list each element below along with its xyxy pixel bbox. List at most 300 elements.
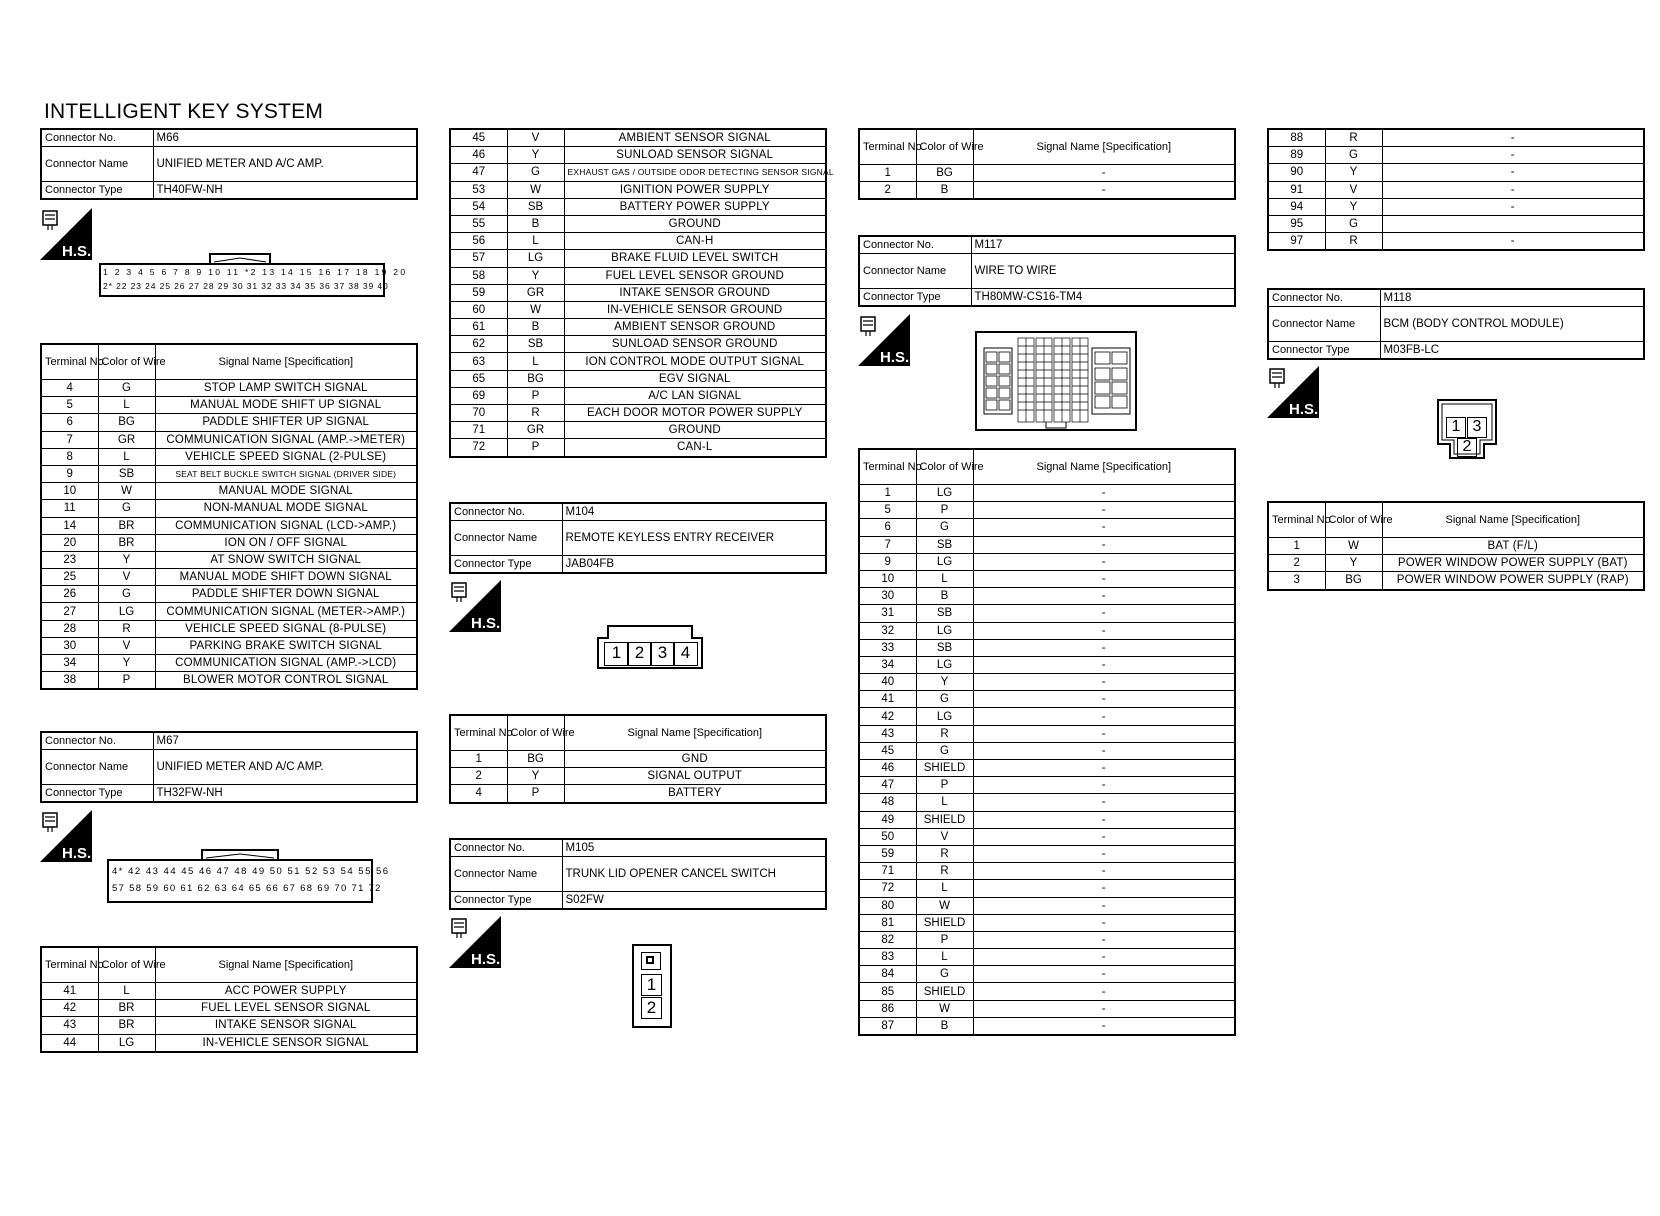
terminal-no-cell: 71 [450, 422, 507, 439]
table-row [859, 622, 1235, 639]
signal-name-cell: BLOWER MOTOR CONTROL SIGNAL [155, 672, 417, 690]
table-row [859, 897, 1235, 914]
table-row [450, 439, 826, 457]
signal-name-cell: - [973, 880, 1235, 897]
wire-color-cell: SHIELD [916, 811, 973, 828]
wire-color-cell: R [916, 863, 973, 880]
terminal-no-cell: 9 [859, 553, 916, 570]
terminal-no-cell: 72 [450, 439, 507, 457]
wire-color-cell: G [916, 519, 973, 536]
wire-color-cell: G [1325, 215, 1382, 232]
connector-type-value: TH80MW-CS16-TM4 [971, 289, 1235, 307]
wire-color-cell: GR [507, 284, 564, 301]
wire-color-cell: B [507, 215, 564, 232]
terminal-no-cell: 47 [450, 164, 507, 181]
terminal-no-cell: 58 [450, 267, 507, 284]
signal-name-cell: SEAT BELT BUCKLE SWITCH SIGNAL (DRIVER SIDE) [155, 465, 417, 482]
signal-name-cell: - [1382, 147, 1644, 164]
wire-color-cell: L [916, 794, 973, 811]
connector-name-value: BCM (BODY CONTROL MODULE) [1380, 307, 1644, 342]
wire-color-cell: BG [1325, 572, 1382, 590]
m67-pins-bottom: 57 58 59 60 61 62 63 64 65 66 67 68 69 70 71 72 [112, 883, 382, 894]
connector-type-value: S02FW [562, 892, 826, 910]
wire-color-cell: B [507, 319, 564, 336]
table-row [41, 483, 417, 500]
color-of-wire-header: Color of Wire [98, 947, 155, 983]
m66-connector-face [98, 250, 408, 303]
table-row [859, 502, 1235, 519]
signal-name-cell: - [973, 553, 1235, 570]
terminal-no-cell: 1 [1268, 538, 1325, 555]
signal-name-cell: MANUAL MODE SHIFT DOWN SIGNAL [155, 569, 417, 586]
table-row [859, 794, 1235, 811]
signal-name-cell: - [973, 674, 1235, 691]
table-row [1268, 198, 1644, 215]
wire-color-cell: R [1325, 129, 1382, 147]
terminal-no-cell: 23 [41, 551, 98, 568]
signal-name-cell: - [973, 949, 1235, 966]
terminal-no-cell: 59 [859, 845, 916, 862]
signal-name-cell: EACH DOOR MOTOR POWER SUPPLY [564, 405, 826, 422]
table-row [859, 863, 1235, 880]
terminal-no-cell: 60 [450, 301, 507, 318]
table-row [859, 725, 1235, 742]
table-row [859, 165, 1235, 182]
wire-color-cell: V [507, 129, 564, 147]
terminal-no-cell: 54 [450, 198, 507, 215]
wire-color-cell: G [916, 742, 973, 759]
m67-pins-top: 4* 42 43 44 45 46 47 48 49 50 51 52 53 54 55 56 [112, 866, 390, 877]
terminal-no-cell: 82 [859, 931, 916, 948]
table-row [41, 1034, 417, 1052]
wire-color-cell: SB [916, 605, 973, 622]
signal-name-cell: EXHAUST GAS / OUTSIDE ODOR DETECTING SENSOR SIGNAL [564, 164, 826, 181]
signal-name-cell: CAN-L [564, 439, 826, 457]
terminal-no-cell: 14 [41, 517, 98, 534]
signal-name-cell: - [973, 863, 1235, 880]
signal-name-cell: PADDLE SHIFTER UP SIGNAL [155, 414, 417, 431]
signal-name-cell: GROUND [564, 422, 826, 439]
signal-name-cell: - [973, 794, 1235, 811]
signal-name-cell: STOP LAMP SWITCH SIGNAL [155, 380, 417, 397]
terminal-no-cell: 72 [859, 880, 916, 897]
terminal-no-header: Terminal No. [450, 715, 507, 751]
wire-color-cell: Y [507, 267, 564, 284]
connector-name-label: Connector Name [450, 521, 562, 556]
signal-name-cell: COMMUNICATION SIGNAL (METER->AMP.) [155, 603, 417, 620]
signal-name-cell: VEHICLE SPEED SIGNAL (2-PULSE) [155, 448, 417, 465]
terminal-no-header: Terminal No. [41, 947, 98, 983]
signal-name-cell: COMMUNICATION SIGNAL (AMP.->METER) [155, 431, 417, 448]
pin-3: 3 [1467, 417, 1487, 438]
terminal-no-cell: 47 [859, 777, 916, 794]
terminal-no-cell: 7 [859, 536, 916, 553]
signal-name-header: Signal Name [Specification] [1382, 502, 1644, 538]
signal-name-cell: EGV SIGNAL [564, 370, 826, 387]
color-of-wire-header: Color of Wire [1325, 502, 1382, 538]
terminal-no-cell: 34 [41, 655, 98, 672]
table-row [859, 656, 1235, 673]
m104-info-table [449, 502, 827, 574]
wire-color-cell: SB [916, 536, 973, 553]
connector-no-label: Connector No. [859, 236, 971, 254]
table-row [450, 250, 826, 267]
signal-name-cell: PADDLE SHIFTER DOWN SIGNAL [155, 586, 417, 603]
connector-no-label: Connector No. [41, 129, 153, 147]
wire-color-cell: V [916, 828, 973, 845]
table-row [41, 672, 417, 690]
signal-name-header: Signal Name [Specification] [973, 449, 1235, 485]
connector-name-value: UNIFIED METER AND A/C AMP. [153, 147, 417, 182]
wire-color-cell: LG [507, 250, 564, 267]
terminal-no-cell: 33 [859, 639, 916, 656]
terminal-no-cell: 91 [1268, 181, 1325, 198]
wire-color-cell: LG [916, 485, 973, 502]
m66-terminal-table [40, 343, 418, 690]
terminal-no-cell: 48 [859, 794, 916, 811]
signal-name-cell: SUNLOAD SENSOR SIGNAL [564, 147, 826, 164]
wire-color-cell: G [916, 691, 973, 708]
connector-no-value: M105 [562, 839, 826, 857]
terminal-no-header: Terminal No. [1268, 502, 1325, 538]
signal-name-cell: FUEL LEVEL SENSOR GROUND [564, 267, 826, 284]
terminal-no-cell: 95 [1268, 215, 1325, 232]
terminal-no-cell: 44 [41, 1034, 98, 1052]
m66-pins-bottom: 2* 22 23 24 25 26 27 28 29 30 31 32 33 34 35 36 37 38 39 40 [103, 281, 389, 291]
terminal-no-cell: 81 [859, 914, 916, 931]
terminal-no-header: Terminal No. [859, 449, 916, 485]
terminal-no-cell: 84 [859, 966, 916, 983]
wire-color-cell: SB [507, 198, 564, 215]
terminal-no-cell: 4 [41, 380, 98, 397]
m117-terminal-table [858, 448, 1236, 1036]
terminal-no-cell: 46 [859, 760, 916, 777]
table-row [41, 397, 417, 414]
table-row [859, 983, 1235, 1000]
m117-info-table [858, 235, 1236, 307]
table-row [41, 620, 417, 637]
wire-color-cell: Y [98, 551, 155, 568]
terminal-no-cell: 85 [859, 983, 916, 1000]
terminal-no-cell: 49 [859, 811, 916, 828]
terminal-no-cell: 41 [859, 691, 916, 708]
m118-connector-face [1436, 398, 1498, 468]
wire-color-cell: L [916, 880, 973, 897]
terminal-no-cell: 69 [450, 387, 507, 404]
signal-name-cell: AT SNOW SWITCH SIGNAL [155, 551, 417, 568]
table-row [41, 586, 417, 603]
terminal-no-cell: 1 [859, 485, 916, 502]
connector-no-label: Connector No. [1268, 289, 1380, 307]
signal-name-cell: - [973, 966, 1235, 983]
wire-color-cell: SB [916, 639, 973, 656]
pin-2: 2 [627, 642, 652, 666]
connector-no-value: M118 [1380, 289, 1644, 307]
m67-terminal-table-continued [449, 128, 834, 458]
terminal-no-cell: 86 [859, 1000, 916, 1017]
connector-no-label: Connector No. [450, 839, 562, 857]
table-row [859, 639, 1235, 656]
wire-color-cell: L [98, 983, 155, 1000]
signal-name-cell: FUEL LEVEL SENSOR SIGNAL [155, 1000, 417, 1017]
terminal-no-cell: 34 [859, 656, 916, 673]
signal-name-cell: SUNLOAD SENSOR GROUND [564, 336, 826, 353]
signal-name-cell: - [973, 570, 1235, 587]
wire-color-cell: Y [916, 674, 973, 691]
wire-color-cell: R [916, 725, 973, 742]
table-row [450, 267, 826, 284]
signal-name-cell: - [973, 897, 1235, 914]
hs-label: H.S. [62, 845, 92, 862]
connector-type-label: Connector Type [859, 289, 971, 307]
hs-label: H.S. [471, 615, 501, 632]
wire-color-cell: G [98, 500, 155, 517]
table-row [1268, 572, 1644, 590]
connector-type-value: TH40FW-NH [153, 182, 417, 200]
wire-color-cell: BR [98, 1000, 155, 1017]
signal-name-cell: - [973, 485, 1235, 502]
signal-name-cell: MANUAL MODE SIGNAL [155, 483, 417, 500]
terminal-no-cell: 43 [41, 1017, 98, 1034]
m118-info-table [1267, 288, 1645, 360]
m67-terminal-table [40, 946, 418, 1053]
table-row [859, 485, 1235, 502]
wire-color-cell: R [98, 620, 155, 637]
terminal-no-cell: 1 [450, 751, 507, 768]
table-row [450, 284, 826, 301]
terminal-no-cell: 42 [41, 1000, 98, 1017]
table-row [450, 215, 826, 232]
wire-color-cell: L [98, 448, 155, 465]
hs-harness-side-icon [1267, 366, 1319, 423]
signal-name-cell: IGNITION POWER SUPPLY [564, 181, 826, 198]
wire-color-cell: L [98, 397, 155, 414]
wire-color-cell: W [98, 483, 155, 500]
wire-color-cell: L [916, 949, 973, 966]
terminal-no-cell: 94 [1268, 198, 1325, 215]
table-row [859, 536, 1235, 553]
signal-name-cell: ION CONTROL MODE OUTPUT SIGNAL [564, 353, 826, 370]
signal-name-cell: GROUND [564, 215, 826, 232]
terminal-no-cell: 30 [41, 637, 98, 654]
table-row [41, 517, 417, 534]
table-row [1268, 538, 1644, 555]
terminal-no-cell: 65 [450, 370, 507, 387]
m66-pins-top: 1 2 3 4 5 6 7 8 9 10 11 *2 13 14 15 16 17 18 19 20 [103, 267, 408, 277]
terminal-no-cell: 4 [450, 785, 507, 803]
connector-no-value: M104 [562, 503, 826, 521]
table-row [450, 353, 826, 370]
wire-color-cell: P [507, 439, 564, 457]
signal-name-cell: COMMUNICATION SIGNAL (LCD->AMP.) [155, 517, 417, 534]
connector-no-label: Connector No. [41, 732, 153, 750]
terminal-no-cell: 25 [41, 569, 98, 586]
terminal-no-cell: 41 [41, 983, 98, 1000]
terminal-no-cell: 53 [450, 181, 507, 198]
signal-name-cell: - [973, 165, 1235, 182]
wire-color-cell: R [507, 405, 564, 422]
signal-name-cell: - [1382, 129, 1644, 147]
table-row [859, 708, 1235, 725]
hs-label: H.S. [62, 243, 92, 260]
table-row [859, 570, 1235, 587]
terminal-no-cell: 88 [1268, 129, 1325, 147]
signal-name-cell: - [973, 845, 1235, 862]
m105-info-table [449, 838, 827, 910]
wire-color-cell: G [1325, 147, 1382, 164]
terminal-no-cell: 62 [450, 336, 507, 353]
wire-color-cell: SHIELD [916, 760, 973, 777]
wire-color-cell: BR [98, 534, 155, 551]
terminal-no-cell: 1 [859, 165, 916, 182]
signal-name-cell: PARKING BRAKE SWITCH SIGNAL [155, 637, 417, 654]
terminal-no-cell: 2 [1268, 555, 1325, 572]
wire-color-cell: W [1325, 538, 1382, 555]
connector-type-label: Connector Type [450, 556, 562, 574]
terminal-no-cell: 28 [41, 620, 98, 637]
hs-harness-side-icon [40, 810, 92, 867]
table-row [859, 966, 1235, 983]
terminal-no-cell: 43 [859, 725, 916, 742]
wire-color-cell: P [916, 931, 973, 948]
table-row [450, 147, 826, 164]
wire-color-cell: L [507, 353, 564, 370]
signal-name-cell: VEHICLE SPEED SIGNAL (8-PULSE) [155, 620, 417, 637]
table-row [1268, 129, 1644, 147]
table-row [450, 181, 826, 198]
connector-no-value: M66 [153, 129, 417, 147]
signal-name-cell [1382, 215, 1644, 232]
wire-color-cell: LG [916, 553, 973, 570]
connector-type-label: Connector Type [41, 785, 153, 803]
wire-color-cell: R [916, 845, 973, 862]
connector-name-value: REMOTE KEYLESS ENTRY RECEIVER [562, 521, 826, 556]
signal-name-cell: - [973, 760, 1235, 777]
table-row [450, 129, 826, 147]
signal-name-cell: INTAKE SENSOR GROUND [564, 284, 826, 301]
wire-color-cell: B [916, 588, 973, 605]
table-row [859, 182, 1235, 200]
wire-color-cell: BR [98, 517, 155, 534]
terminal-no-cell: 11 [41, 500, 98, 517]
terminal-no-cell: 27 [41, 603, 98, 620]
table-row [41, 655, 417, 672]
terminal-no-cell: 57 [450, 250, 507, 267]
connector-no-value: M117 [971, 236, 1235, 254]
table-row [859, 777, 1235, 794]
signal-name-header: Signal Name [Specification] [155, 344, 417, 380]
terminal-no-header: Terminal No. [41, 344, 98, 380]
terminal-no-cell: 3 [1268, 572, 1325, 590]
connector-type-value: JAB04FB [562, 556, 826, 574]
m67-connector-face [106, 846, 390, 909]
signal-name-cell: - [973, 708, 1235, 725]
table-row [450, 336, 826, 353]
hs-harness-side-icon [449, 580, 501, 637]
connector-name-label: Connector Name [450, 857, 562, 892]
signal-name-cell: AMBIENT SENSOR GROUND [564, 319, 826, 336]
signal-name-cell: - [973, 725, 1235, 742]
terminal-no-cell: 61 [450, 319, 507, 336]
table-row [859, 1017, 1235, 1035]
table-row [859, 588, 1235, 605]
terminal-no-cell: 6 [41, 414, 98, 431]
table-row [1268, 233, 1644, 251]
table-row [450, 387, 826, 404]
pin-2: 2 [1457, 438, 1477, 457]
signal-name-cell: A/C LAN SIGNAL [564, 387, 826, 404]
table-row [41, 448, 417, 465]
terminal-no-cell: 80 [859, 897, 916, 914]
table-row [859, 931, 1235, 948]
table-row [450, 233, 826, 250]
terminal-no-cell: 5 [41, 397, 98, 414]
signal-name-cell: - [973, 691, 1235, 708]
wire-color-cell: B [916, 1017, 973, 1035]
table-row [859, 553, 1235, 570]
signal-name-cell: - [973, 519, 1235, 536]
table-row [859, 949, 1235, 966]
m66-info-table [40, 128, 418, 200]
signal-name-cell: MANUAL MODE SHIFT UP SIGNAL [155, 397, 417, 414]
table-row [859, 845, 1235, 862]
connector-name-value: TRUNK LID OPENER CANCEL SWITCH [562, 857, 826, 892]
terminal-no-cell: 26 [41, 586, 98, 603]
signal-name-cell: BATTERY [564, 785, 826, 803]
wire-color-cell: LG [916, 656, 973, 673]
table-row [859, 914, 1235, 931]
terminal-no-cell: 20 [41, 534, 98, 551]
m117-terminal-table-continued [1267, 128, 1645, 251]
table-row [1268, 181, 1644, 198]
wire-color-cell: Y [1325, 198, 1382, 215]
wire-color-cell: Y [1325, 555, 1382, 572]
signal-name-cell: POWER WINDOW POWER SUPPLY (BAT) [1382, 555, 1644, 572]
connector-type-label: Connector Type [41, 182, 153, 200]
color-of-wire-header: Color of Wire [507, 715, 564, 751]
pin-1: 1 [604, 642, 629, 666]
signal-name-cell: POWER WINDOW POWER SUPPLY (RAP) [1382, 572, 1644, 590]
wire-color-cell: L [507, 233, 564, 250]
m104-connector-face [596, 624, 704, 670]
signal-name-cell: - [973, 502, 1235, 519]
signal-name-cell: - [973, 182, 1235, 200]
table-row [1268, 555, 1644, 572]
table-row [41, 431, 417, 448]
table-row [1268, 164, 1644, 181]
signal-name-cell: - [973, 622, 1235, 639]
wire-color-cell: BG [916, 165, 973, 182]
color-of-wire-header: Color of Wire [916, 129, 973, 165]
terminal-no-cell: 90 [1268, 164, 1325, 181]
connector-type-label: Connector Type [450, 892, 562, 910]
wire-color-cell: V [98, 569, 155, 586]
terminal-no-cell: 55 [450, 215, 507, 232]
wire-color-cell: P [98, 672, 155, 690]
signal-name-cell: NON-MANUAL MODE SIGNAL [155, 500, 417, 517]
table-row [450, 785, 826, 803]
table-row [859, 742, 1235, 759]
signal-name-cell: - [973, 1000, 1235, 1017]
pin-1: 1 [1446, 417, 1466, 438]
terminal-no-cell: 63 [450, 353, 507, 370]
signal-name-cell: ION ON / OFF SIGNAL [155, 534, 417, 551]
signal-name-cell: - [1382, 181, 1644, 198]
terminal-no-cell: 2 [859, 182, 916, 200]
terminal-no-cell: 89 [1268, 147, 1325, 164]
pin-4: 4 [673, 642, 698, 666]
wire-color-cell: P [507, 785, 564, 803]
